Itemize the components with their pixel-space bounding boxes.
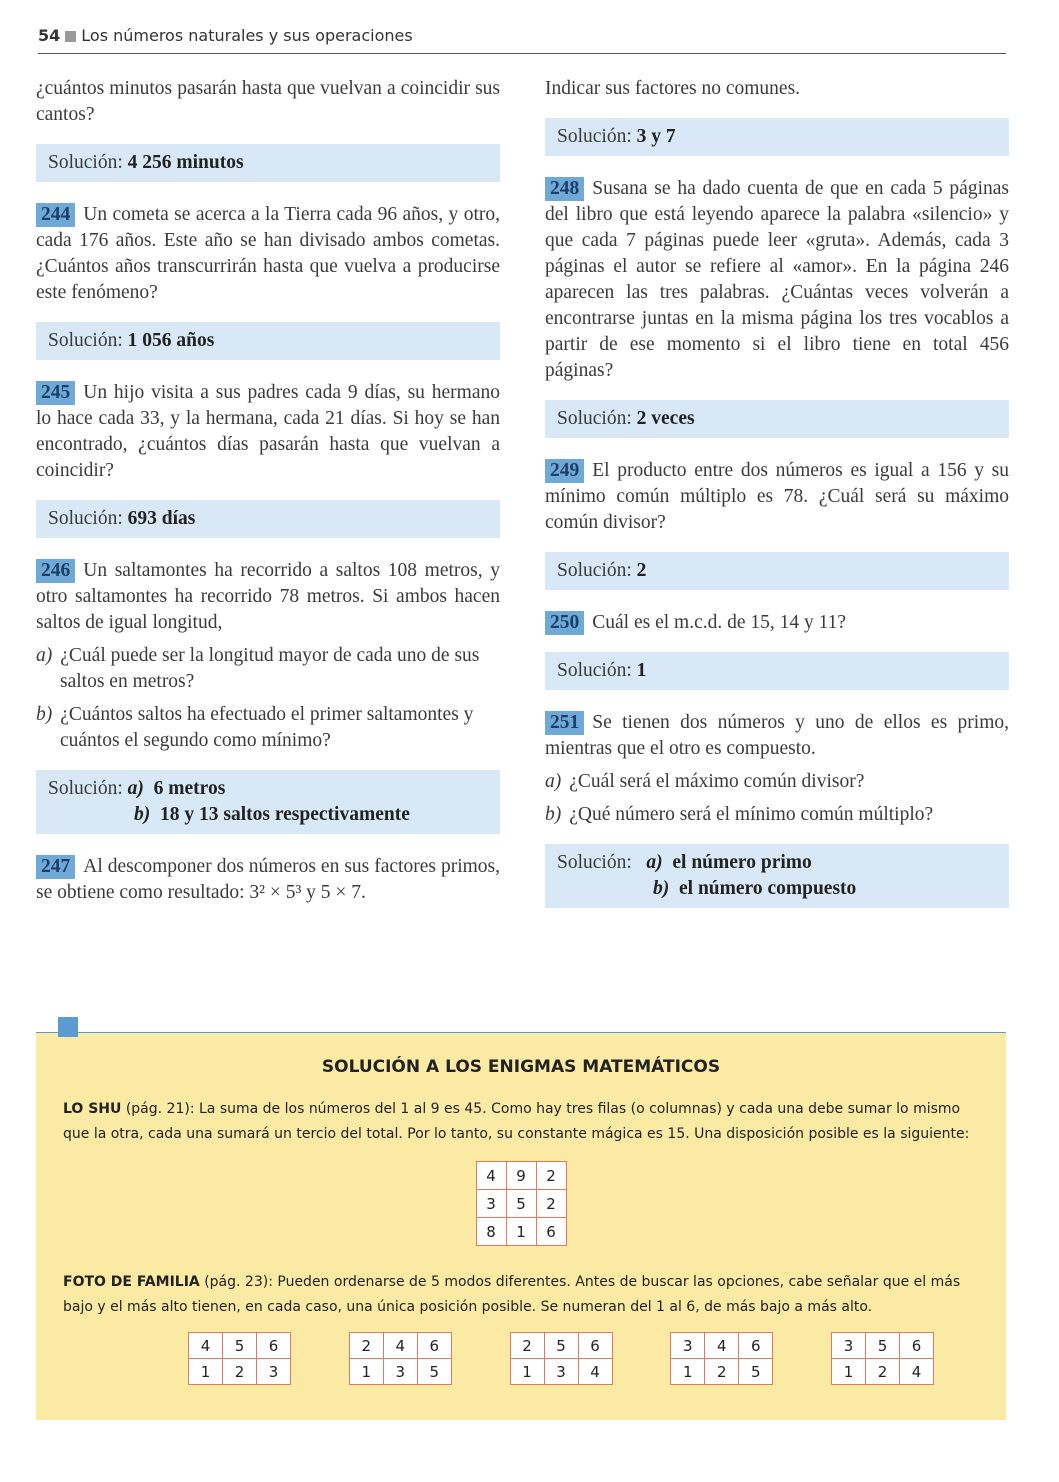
magic-square-cell: 6 — [536, 1218, 566, 1246]
solution-value: 3 y 7 — [636, 126, 676, 147]
enigmas-title: SOLUCIÓN A LOS ENIGMAS MATEMÁTICOS — [321, 1057, 721, 1077]
arrangement-cell: 1 — [349, 1359, 383, 1385]
foto-paragraph — [63, 1270, 986, 1320]
problem-text: El producto entre dos números es igual a 156 y su mínimo común múltiplo es 78. ¿Cuál será su máximo común divisor? — [545, 460, 1009, 533]
arrangement-row — [510, 1333, 612, 1359]
solution-250 — [545, 652, 1009, 690]
magic-square-cell: 1 — [506, 1218, 536, 1246]
arrangement-cell: 2 — [866, 1359, 900, 1385]
part-letter: b) — [36, 704, 53, 725]
arrangement-row — [349, 1333, 451, 1359]
foto-text: Pueden ordenarse de 5 modos diferentes. Antes de buscar las opciones, cabe señalar que el más bajo y el más alto tienen, en cada caso, una única posición posible. Se numeran del 1 al 6, de más bajo a más alto. — [63, 1274, 961, 1315]
magic-square — [476, 1161, 567, 1246]
solution-246 — [36, 770, 500, 834]
arrangements-row — [188, 1332, 934, 1385]
problem-number: 249 — [545, 459, 584, 483]
part-letter: b) — [134, 804, 151, 825]
arrangement-row — [671, 1359, 773, 1385]
part-letter: a) — [127, 778, 144, 799]
solution-value: 693 días — [127, 508, 196, 529]
arrangement-cell: 4 — [189, 1333, 223, 1359]
arrangement-grid — [188, 1332, 291, 1385]
problem-number: 245 — [36, 381, 75, 405]
arrangement-cell: 6 — [900, 1333, 934, 1359]
problem-250 — [545, 610, 1009, 636]
problem-248 — [545, 176, 1009, 384]
solution-value: 1 056 años — [127, 330, 215, 351]
solution-label: Solución: — [557, 126, 632, 147]
arrangement-cell: 4 — [900, 1359, 934, 1385]
problem-246-part-b — [36, 702, 500, 754]
part-letter: b) — [545, 804, 562, 825]
solution-249 — [545, 552, 1009, 590]
solution-245 — [36, 500, 500, 538]
problem-number: 247 — [36, 855, 75, 879]
problem-text: Se tienen dos números y uno de ellos es primo, mientras que el otro es compuesto. — [545, 712, 1009, 759]
loshu-text: La suma de los números del 1 al 9 es 45. Como hay tres filas (o columnas) y cada una debe sumar lo mismo que la otra, cada una sumará un tercio del total. Por lo tanto, su constante mágica es 15. Una disposición posible es la siguiente: — [63, 1101, 970, 1142]
arrangement-grid — [670, 1332, 773, 1385]
arrangement-cell: 3 — [257, 1359, 291, 1385]
problem-number: 248 — [545, 177, 584, 201]
problem-number: 250 — [545, 611, 584, 635]
part-text: ¿Cuál será el máximo común divisor? — [569, 771, 865, 792]
solution-value: 6 metros — [153, 778, 226, 799]
page-header — [38, 26, 1006, 54]
solution-value: 4 256 minutos — [127, 152, 244, 173]
left-column — [36, 76, 500, 906]
arrangement-grid — [349, 1332, 452, 1385]
arrangement-cell: 2 — [705, 1359, 739, 1385]
arrangement-row — [832, 1333, 934, 1359]
magic-square-row — [476, 1218, 566, 1246]
solution-248 — [545, 400, 1009, 438]
part-letter: a) — [545, 771, 562, 792]
problem-number: 251 — [545, 711, 584, 735]
arrangement-cell: 3 — [671, 1333, 705, 1359]
right-column — [545, 76, 1009, 928]
arrangement-cell: 6 — [578, 1333, 612, 1359]
arrangement-cell: 4 — [578, 1359, 612, 1385]
magic-square-cell: 8 — [476, 1218, 506, 1246]
problem-text: Un hijo visita a sus padres cada 9 días, su hermano lo hace cada 33, y la hermana, cada 21 días. Si hoy se han encontrado, ¿cuántos días pasarán hasta que vuelvan a coincidir? — [36, 382, 500, 481]
square-marker-icon — [58, 1017, 78, 1037]
problem-number: 244 — [36, 203, 75, 227]
problem-247 — [36, 854, 500, 906]
arrangement-cell: 5 — [223, 1333, 257, 1359]
arrangement-cell: 4 — [705, 1333, 739, 1359]
enigmas-solution-box — [36, 1032, 1006, 1420]
arrangement-cell: 3 — [383, 1359, 417, 1385]
part-letter: b) — [653, 878, 670, 899]
problem-246 — [36, 558, 500, 636]
problem-249 — [545, 458, 1009, 536]
arrangement-grid — [510, 1332, 613, 1385]
arrangement-cell: 2 — [223, 1359, 257, 1385]
solution-value: 18 y 13 saltos respectivamente — [160, 804, 410, 825]
solution-244 — [36, 322, 500, 360]
problem-251 — [545, 710, 1009, 762]
problem-text: Un saltamontes ha recorrido a saltos 108 metros, y otro saltamontes ha recorrido 78 metros. Si ambos hacen saltos de igual longitud, — [36, 560, 500, 633]
arrangement-cell: 6 — [739, 1333, 773, 1359]
solution-label: Solución: — [557, 560, 632, 581]
problem-251-part-a — [545, 769, 1009, 795]
problem-251-part-b — [545, 802, 1009, 828]
magic-square-cell: 9 — [506, 1162, 536, 1190]
magic-square-row — [476, 1162, 566, 1190]
arrangement-row — [189, 1359, 291, 1385]
problem-number: 246 — [36, 559, 75, 583]
arrangement-row — [671, 1333, 773, 1359]
foto-page-ref: (pág. 23): — [204, 1274, 273, 1290]
arrangement-grid — [831, 1332, 934, 1385]
loshu-label: LO SHU — [63, 1101, 122, 1117]
solution-label: Solución: — [557, 408, 632, 429]
arrangement-cell: 1 — [671, 1359, 705, 1385]
problem-246-part-a — [36, 643, 500, 695]
square-bullet-icon — [65, 31, 76, 42]
solution-label: Solución: — [48, 778, 123, 799]
part-text: ¿Cuál puede ser la longitud mayor de cada uno de sus saltos en metros? — [60, 645, 480, 692]
solution-label: Solución: — [48, 152, 123, 173]
loshu-page-ref: (pág. 21): — [125, 1101, 195, 1117]
solution-value: 1 — [636, 660, 647, 681]
problem-text: Susana se ha dado cuenta de que en cada 5 páginas del libro que está leyendo aparece la palabra «silencio» y que cada 7 páginas puede leer «gruta». Además, cada 3 páginas el autor se refiere al «amor». En la página 246 aparecen las tres palabras. ¿Cuántas veces volverán a encontrarse juntas en la misma página los tres vocablos a partir de ese momento si el libro tiene en total 456 páginas? — [545, 178, 1009, 381]
problem-245 — [36, 380, 500, 484]
arrangement-cell: 3 — [832, 1333, 866, 1359]
part-letter: a) — [646, 852, 663, 873]
magic-square-wrapper — [36, 1161, 1006, 1246]
solution-value: el número primo — [672, 852, 812, 873]
problem-244 — [36, 202, 500, 306]
arrangement-cell: 1 — [832, 1359, 866, 1385]
arrangement-row — [510, 1359, 612, 1385]
solution-247 — [545, 118, 1009, 156]
arrangement-cell: 5 — [866, 1333, 900, 1359]
arrangement-cell: 1 — [510, 1359, 544, 1385]
solution-value: 2 veces — [636, 408, 695, 429]
problem-text: Al descomponer dos números en sus factores primos, se obtiene como resultado: 3² × 5³ y 5 × 7. — [36, 856, 500, 903]
arrangement-cell: 1 — [189, 1359, 223, 1385]
arrangement-cell: 4 — [383, 1333, 417, 1359]
page-number: 54 — [38, 26, 61, 45]
magic-square-cell: 4 — [476, 1162, 506, 1190]
problem-text: Un cometa se acerca a la Tierra cada 96 años, y otro, cada 176 años. Este año se han divisado ambos cometas. ¿Cuántos años transcurrirán hasta que vuelva a producirse este fenómeno? — [36, 204, 500, 303]
magic-square-row — [476, 1190, 566, 1218]
arrangement-cell: 5 — [417, 1359, 451, 1385]
magic-square-cell: 3 — [476, 1190, 506, 1218]
arrangement-row — [189, 1333, 291, 1359]
arrangement-cell: 6 — [257, 1333, 291, 1359]
solution-label: Solución: — [557, 852, 632, 873]
arrangement-cell: 2 — [510, 1333, 544, 1359]
solution-label: Solución: — [557, 660, 632, 681]
solution-label: Solución: — [48, 330, 123, 351]
solution-value: el número compuesto — [679, 878, 857, 899]
arrangement-cell: 5 — [739, 1359, 773, 1385]
arrangement-row — [349, 1359, 451, 1385]
solution-251 — [545, 844, 1009, 908]
problem-247-continuation: Indicar sus factores no comunes. — [545, 78, 801, 99]
part-letter: a) — [36, 645, 53, 666]
solution-243 — [36, 144, 500, 182]
problem-243-continuation: ¿cuántos minutos pasarán hasta que vuelvan a coincidir sus cantos? — [36, 78, 500, 125]
arrangement-cell: 2 — [349, 1333, 383, 1359]
solution-label: Solución: — [48, 508, 123, 529]
magic-square-cell: 2 — [536, 1190, 566, 1218]
magic-square-cell: 5 — [506, 1190, 536, 1218]
chapter-title: Los números naturales y sus operaciones — [81, 26, 413, 45]
magic-square-cell: 2 — [536, 1162, 566, 1190]
loshu-paragraph — [63, 1097, 986, 1147]
part-text: ¿Qué número será el mínimo común múltiplo? — [569, 804, 934, 825]
arrangement-cell: 5 — [544, 1333, 578, 1359]
problem-text: Cuál es el m.c.d. de 15, 14 y 11? — [592, 612, 847, 633]
arrangement-cell: 3 — [544, 1359, 578, 1385]
part-text: ¿Cuántos saltos ha efectuado el primer saltamontes y cuántos el segundo como mínimo? — [60, 704, 474, 751]
arrangement-cell: 6 — [417, 1333, 451, 1359]
arrangement-row — [832, 1359, 934, 1385]
solution-value: 2 — [636, 560, 647, 581]
foto-label: FOTO DE FAMILIA — [63, 1274, 200, 1290]
